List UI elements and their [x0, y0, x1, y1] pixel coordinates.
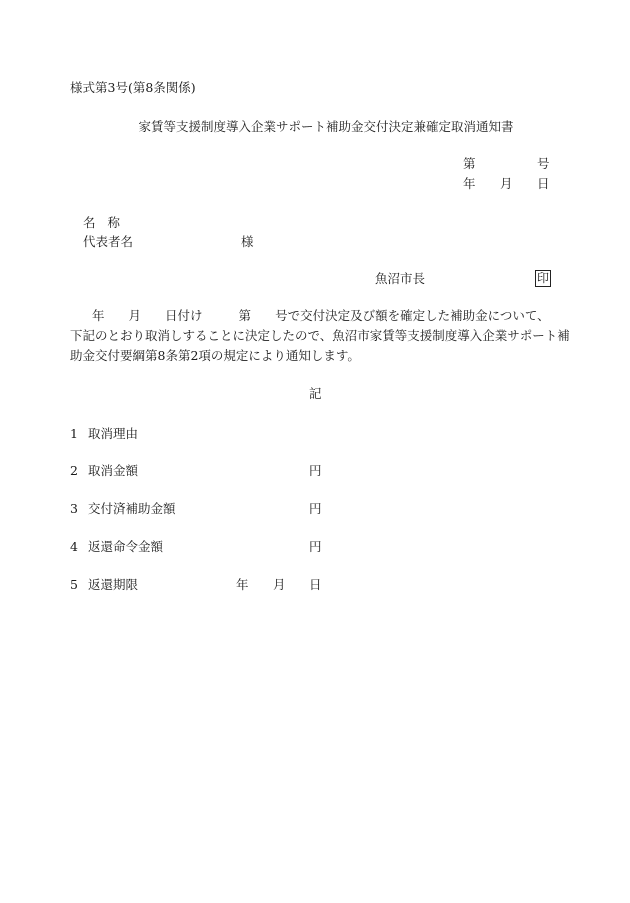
item-3-label: 交付済補助金額	[88, 501, 176, 516]
doc-number-go: 号	[537, 156, 550, 171]
document-title: 家賃等支援制度導入企業サポート補助金交付決定兼確定取消通知書	[138, 119, 514, 134]
doc-date-day: 日	[537, 176, 550, 191]
recipient-honorific: 様	[241, 234, 254, 249]
item-5-day: 日	[309, 577, 322, 592]
item-5-number: 5	[70, 577, 78, 592]
item-2-unit: 円	[309, 463, 322, 478]
item-5-year: 年	[236, 577, 249, 592]
item-4-unit: 円	[309, 539, 322, 554]
item-3-number: 3	[70, 501, 78, 516]
item-1-number: 1	[70, 426, 78, 441]
recipient-representative-label: 代表者名	[83, 234, 134, 249]
item-1-label: 取消理由	[88, 426, 139, 441]
item-2-label: 取消金額	[88, 463, 139, 478]
item-2-number: 2	[70, 463, 78, 478]
body-number-dai: 第	[238, 308, 252, 323]
item-3-unit: 円	[309, 501, 322, 516]
item-5-month: 月	[273, 577, 286, 592]
body-date-suffix: 日付け	[165, 308, 203, 323]
body-line-3: 助金交付要綱第8条第2項の規定により通知します。	[70, 348, 360, 363]
body-line-1-rest: 号で交付決定及び額を確定した補助金について、	[275, 308, 550, 323]
item-5-label: 返還期限	[88, 577, 139, 592]
form-number: 様式第3号(第8条関係)	[70, 80, 196, 95]
doc-date-year: 年	[463, 176, 476, 191]
ki-heading: 記	[309, 386, 322, 401]
body-year: 年	[92, 308, 105, 323]
seal-stamp: 印	[536, 271, 549, 285]
body-month: 月	[128, 308, 142, 323]
doc-number-dai: 第	[463, 156, 476, 171]
item-4-label: 返還命令金額	[88, 539, 164, 554]
body-line-1	[70, 310, 550, 323]
item-4-number: 4	[70, 539, 78, 554]
recipient-name-label: 名称	[83, 215, 133, 230]
sender-title: 魚沼市長	[375, 271, 426, 286]
body-line-2: 下記のとおり取消しすることに決定したので、魚沼市家賃等支援制度導入企業サポート補	[70, 328, 570, 343]
doc-date-month: 月	[500, 176, 513, 191]
